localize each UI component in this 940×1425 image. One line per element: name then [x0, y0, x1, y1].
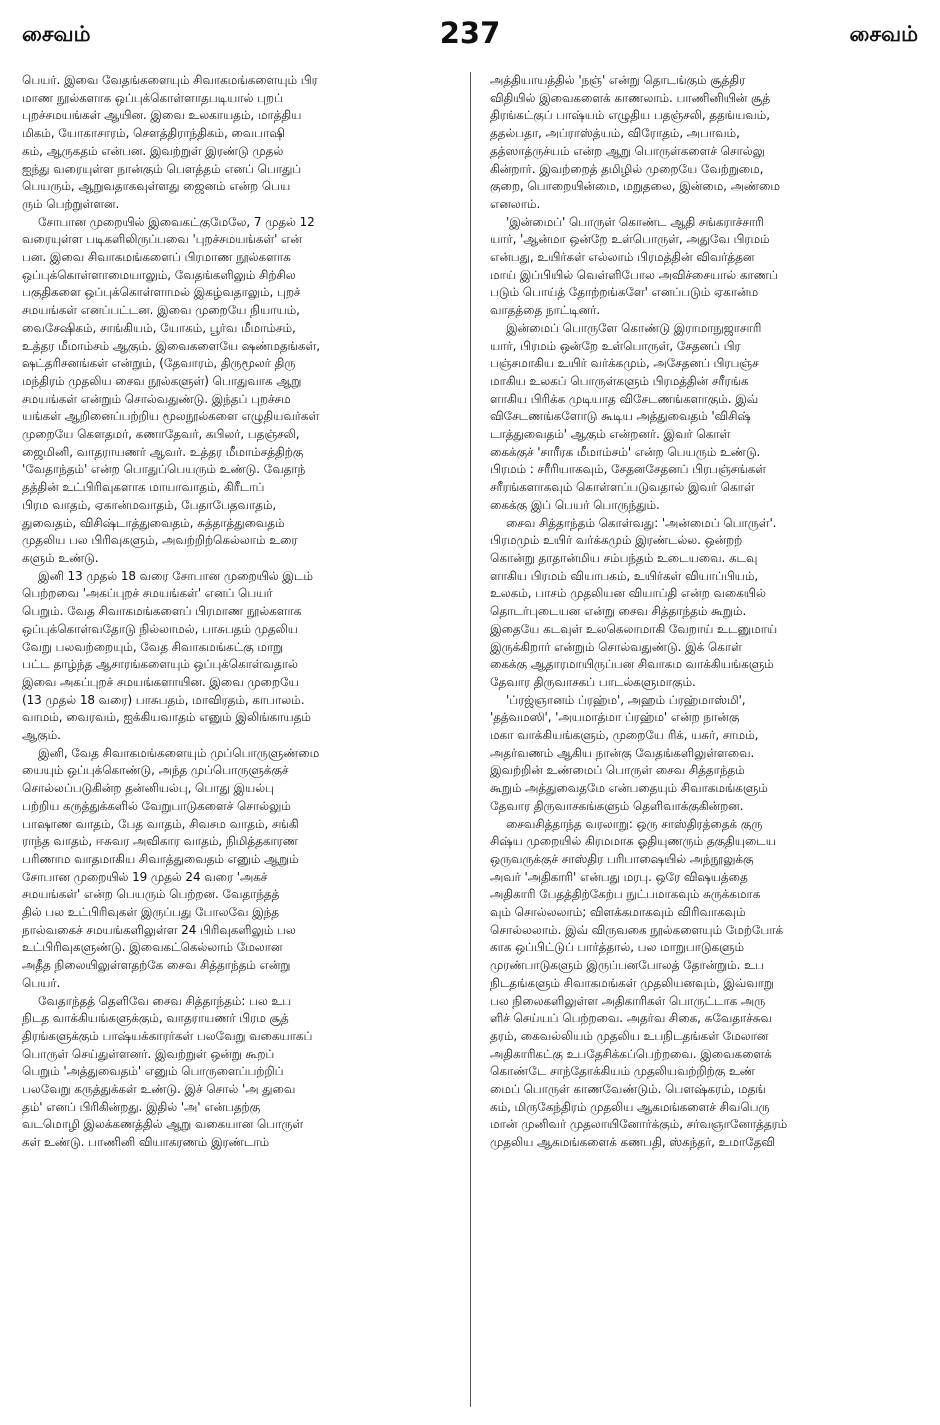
text-line: சொல்லலாம். இவ் விருவகை நூல்களையும் மேற்போக்	[490, 922, 784, 937]
text-line: கைக்கு ஆதாரமாயிருப்பன சிவாகம வாக்கியங்களும்	[490, 657, 774, 672]
text-line: 'வேதாந்தம்' என்ற பொதுப்பெயரும் உண்டு. வேதாந்	[22, 462, 306, 477]
text-line: வைசேஷிகம், சாங்கியம், யோகம், பூர்வ மீமாம்சம்,	[22, 320, 296, 335]
text-line: இவை அகப்புறச் சமயங்களாயின. இவை முறையே	[22, 674, 299, 689]
text-line: திரங்களுக்கும் பாஷ்யக்காரர்கள் பலவேறு வகையாகப்	[22, 1028, 313, 1043]
running-head-left: சைவம்	[22, 22, 91, 46]
text-line: தேவார திருவாசகங்களும் தெளிவாக்குகின்றன.	[490, 798, 744, 813]
text-line: ஒப்புக்கொள்ளாமையாலும், வேதங்களிலும் சிற்சில	[22, 267, 296, 282]
text-line: சொல்லப்படுகின்ற தன்னியல்பு, பொது இயல்பு	[22, 781, 274, 796]
text-line: டாத்துவைதம்' ஆகும் என்றனர். இவர் கொள்	[490, 427, 731, 442]
text-line: துவைதம், விசிஷ்டாத்துவைதம், சுத்தாத்துவைதம்	[22, 515, 285, 530]
text-line: (13 முதல் 18 வரை) பாசுபதம், மாவிரதம், காபாலம்.	[22, 692, 305, 707]
text-line: பெயர். இவை வேதங்களையும் சிவாகமங்களையும் பிர	[22, 73, 318, 87]
text-line: முரண்பாடுகளும் இருப்பனபோலத் தோன்றும். உப	[490, 958, 764, 973]
text-line: வேதாந்தத் தெளிவே சைவ சித்தாந்தம்: பல உப	[38, 993, 292, 1008]
text-line: மகா வாக்கியங்களும், முறையே ரிக், யசுர், சாமம்,	[490, 728, 759, 743]
text-line: திரங்கட்குப் பாஷ்யம் எழுதிய பதஞ்சலி, ததங்யவம்,	[490, 108, 770, 123]
text-line: யார், 'ஆன்மா ஒன்றே உள்பொருள், அதுவே பிரமம்	[490, 232, 770, 247]
text-line: ஐந்து வரையுள்ள நான்கும் பௌத்தம் எனப் பொதுப்	[22, 161, 302, 176]
text-line: மான் முனிவர் முதலாயினோர்க்கும், சர்வஞானோத்தரம்	[490, 1117, 788, 1132]
text-line: முதலிய ஆகமங்களைக் கணபதி, ஸ்கந்தர், உமாதேவி	[490, 1135, 775, 1150]
text-line: தொடர்புடையன என்று சைவ சித்தாந்தம் கூறும்.	[490, 604, 747, 619]
text-line: கின்றார். இவற்றைத் தமிழில் முறையே வேற்றுமை,	[490, 161, 764, 176]
text-line: வடமொழி இலக்கணத்தில் ஆறு வகையான பொருள்	[22, 1117, 304, 1132]
text-line: வரையுள்ள படிகளிலிருப்பவை 'புறச்சமயங்கள்' என்	[22, 232, 302, 247]
text-line: மாண நூல்களாக ஒப்புக்கொள்ளாதபடியால் புறப்	[22, 90, 283, 105]
text-line: இதையே கடவுள் உலகெலாமாகி வேறாய் உடனுமாய்	[490, 621, 778, 636]
text-line: கம், ஆருகதம் என்பன. இவற்றுள் இரண்டு முதல்	[22, 143, 284, 158]
text-line: தத்தின் உட்பிரிவுகளாக மாயாவாதம், கிரீடாப்	[22, 480, 265, 495]
text-line: உட்பிரிவுகளுண்டு. இவைகட்கெல்லாம் மேலான	[22, 940, 283, 955]
text-line: 'இன்மைப்' பொருள் கொண்ட ஆதி சங்கராச்சாரி	[506, 214, 764, 229]
text-line: ளாகிய பிரிக்க முடியாத விசேடணங்களாகும். இவ்	[490, 391, 759, 406]
column-divider	[470, 72, 471, 1407]
text-line: பிரமமும் உயிர் வர்க்கமும் இரண்டல்ல. ஒன்றற்	[490, 533, 743, 548]
text-line: மிகம், யோகாசாரம், சௌத்திராந்திகம், வைபாஷி	[22, 126, 285, 141]
text-line: மாகிய உலகப் பொருள்களும் பிரமத்தின் சரீரங்க	[490, 373, 749, 388]
text-line: ளாகிய பிரமம் வியாபகம், உயிர்கள் வியாப்பியம்,	[490, 568, 759, 583]
text-line: யங்கள் ஆறினைப்பற்றிய மூலநூல்களை எழுதியவர்கள்	[22, 409, 320, 424]
text-line: அதிகாரிகட்கு உபதேசிக்கப்பெற்றவை. இவைகளைக்	[490, 1046, 772, 1061]
text-line: இன்மைப் பொருளே கொண்டு இராமாநுஜாசாரி	[506, 320, 762, 335]
text-line: ஒருவருக்குச் சாஸ்திர பரிபாஷையில் அந்நூலுக்கு	[490, 851, 754, 866]
text-line: கொன்று தாதான்மிய சம்பந்தம் உடையவை. கடவு	[490, 550, 758, 565]
page-header	[22, 16, 918, 50]
text-line: அதிகாரி பேதத்திற்கேற்ப நுட்பமாகவும் சுருக்கமாக	[490, 887, 761, 902]
text-line: கைக்கு இப் பெயர் பொருந்தும்.	[490, 497, 660, 512]
text-line: பாஷாண வாதம், பேத வாதம், சிவசம வாதம், சங்கி	[22, 816, 299, 831]
text-line: கள் உண்டு. பாணினி வியாகரணம் இரண்டாம்	[22, 1135, 270, 1150]
text-line: அதீத நிலையிலுள்ளதற்கே சைவ சித்தாந்தம் என்று	[22, 958, 291, 973]
text-line: பட்ட தாழ்ந்த ஆசாரங்களையும் ஒப்புக்கொள்வதால்	[22, 657, 298, 672]
text-line: கொண்டே சாந்தோக்கியம் முதலியவற்றிற்கு உண்	[490, 1064, 755, 1079]
text-line: என்பது, உயிர்கள் எல்லாம் பிரமத்தின் விவர்த்தன	[490, 250, 755, 265]
text-line: ளிச் செய்யப் பெற்றவை. அதர்வ சிகை, சுவேதாச்சுவ	[490, 1011, 772, 1026]
text-line: ததல்பதா, அப்ராஸ்த்யம், விரோதம், அபாவம்,	[490, 126, 740, 141]
text-line: விசேடணங்களோடு கூடிய அத்துவைதம் 'விசிஷ்	[490, 409, 751, 424]
text-line: அதர்வணம் ஆகிய நான்கு வேதங்களிலுள்ளவை.	[490, 745, 755, 760]
text-line: பெற்றவை 'அகப்புறச் சமயங்கள்' எனப் பெயர்	[22, 586, 273, 601]
text-line: ஜைமினி, வாதராயணர் ஆவர். உத்தர மீமாம்சத்திற்கு	[22, 444, 304, 459]
text-line: கூறும் அத்துவைதமே என்பதையும் சிவாகமங்களும்	[490, 781, 768, 796]
text-line: பெயரும், ஆறுவதாகவுள்ளது ஜைனம் என்ற பெய	[22, 179, 291, 194]
text-line: யையும் ஒப்புக்கொண்டு, அந்த முப்பொருளுக்குச்	[22, 763, 289, 778]
text-line: பலவேறு கருத்துக்கள் உண்டு. இச் சொல் 'அ துவை	[22, 1082, 296, 1097]
text-line: தம்' எனப் பிரிகின்றது. இதில் 'அ' என்பதற்கு	[22, 1099, 261, 1114]
text-line: 'ப்ரஜ்ஞானம் ப்ரஹ்ம', அஹம் ப்ரஹ்மாஸ்மி',	[506, 692, 746, 707]
text-line: புறச்சமயங்கள் ஆயின. இவை உலகாயதம், மாத்திய	[22, 108, 302, 123]
text-line: பன. இவை சிவாகமங்களைப் பிரமாண நூல்களாக	[22, 250, 291, 265]
text-line: உத்தர மீமாம்சம் ஆகும். இவைகளையே ஷண்மதங்கள்,	[22, 338, 320, 353]
text-line: சமயங்கள் என்றும் சொல்வதுண்டு. இந்தப் புறச்சம	[22, 391, 291, 406]
text-line: சமயங்கள் எனப்பட்டன. இவை முறையே நியாயம்,	[22, 303, 300, 318]
text-line: வாமம், வைரவம், ஐக்கியவாதம் எனும் இலிங்காயதம்	[22, 710, 311, 725]
text-line: சமயங்கள்' என்ற பெயரும் பெற்றன. வேதாந்தத்	[22, 887, 280, 902]
text-line: குறை, பொறையின்மை, மறுதலை, இன்மை, அண்மை	[490, 179, 780, 194]
text-line: பகுதிகளை ஒப்புக்கொள்ளாமல் இகழ்வதாலும், புறச்	[22, 285, 301, 300]
text-line: வும் சொல்லலாம்; விளக்கமாகவும் விரிவாகவும்	[490, 905, 746, 920]
left-text-column	[22, 72, 456, 1412]
text-line: மைப் பொருள் காணவேண்டும். பௌஷ்கரம், மதங்	[490, 1082, 766, 1097]
text-line: நிடத வாக்கியங்களுக்கும், வாதராயணர் பிரம சூத்	[22, 1011, 289, 1026]
text-line: தேவார திருவாசகப் பாடல்களுமாகும்.	[490, 674, 696, 689]
text-line: 'தத்வமஸி', 'அயமாத்மா ப்ரஹ்ம' என்ற நான்கு	[490, 710, 740, 725]
text-line: பெயர்.	[22, 975, 61, 990]
text-line: சரீரங்களாகவும் கொள்ளப்படுவதால் இவர் கொள்	[490, 480, 755, 495]
text-line: சைவசித்தாந்த வரலாறு: ஒரு சாஸ்திரத்தைக் குரு	[506, 816, 763, 831]
text-line: அவர் 'அதிகாரி' என்பது மரபு. ஒரே விஷயத்தை	[490, 869, 748, 884]
text-line: ஒப்புக்கொள்வதோடு நில்லாமல், பாசுபதம் முதலிய	[22, 621, 298, 636]
right-text-column	[490, 72, 924, 1412]
text-line: பெறும் 'அத்துவைதம்' எனும் பொருளைப்பற்றிப்	[22, 1064, 284, 1079]
text-line: பிரமம் : சரீரியாகவும், சேதனசேதனப் பிரபஞ்சங்கள்	[490, 462, 767, 477]
text-line: இவற்றின் உண்மைப் பொருள் சைவ சித்தாந்தம்	[490, 763, 745, 778]
text-line: படும் பொய்த் தோற்றங்களே' எனப்படும் ஏகான்ம	[490, 285, 759, 300]
text-line: ராந்த வாதம், ஈசுவர அவிகார வாதம், நிமித்தகாரண	[22, 834, 298, 849]
text-line: வாதத்தை நாட்டினர்.	[490, 303, 601, 318]
text-line: மந்திரம் முதலிய சைவ நூல்களுள்) பொதுவாக ஆறு	[22, 373, 302, 388]
page-number: 237	[439, 16, 501, 50]
running-head-right: சைவம்	[849, 22, 918, 46]
text-line: வேறு பலவற்றையும், வேத சிவாகமங்கட்கு மாறு	[22, 639, 284, 654]
text-line: ஆகும்.	[22, 728, 61, 743]
text-line: சைவ சித்தாந்தம் கொள்வது: 'அன்மைப் பொருள்'.	[506, 515, 777, 530]
text-line: பரிணாம வாதமாகிய சிவாத்துவைதம் எனும் ஆறும்	[22, 851, 299, 866]
text-line: இனி 13 முதல் 18 வரை சோபான முறையில் இடம்	[38, 568, 313, 583]
text-line: விதியில் இவைகளைக் காணலாம். பாணினியின் சூத்	[490, 90, 771, 105]
text-line: பொருள் செய்துள்ளனர். இவற்றுள் ஒன்று கூறப்	[22, 1046, 275, 1061]
text-line: மாய் இப்பியில் வெள்ளிபோல அவிச்சையால் காணப்	[490, 267, 778, 282]
text-line: சோபான முறையில் இவைகட்குமேலே, 7 முதல் 12	[38, 214, 315, 229]
text-line: நிடதங்களும் சிவாகமங்கள் முதலியனவும், இவ்வாறு	[490, 975, 774, 990]
text-line: நால்வகைச் சமயங்களிலுள்ள 24 பிரிவுகளிலும் பல	[22, 922, 296, 937]
text-line: அத்தியாயத்தில் 'நஞ்' என்று தொடங்கும் சூத்திர	[490, 73, 746, 87]
text-line: உலகம், பாசம் முதலியன வியாப்தி என்ற வகையில்	[490, 586, 766, 601]
text-line: ஷட்தரிசனங்கள் என்றும், (தேவாரம், திருமூலர் திரு	[22, 356, 296, 371]
text-line: காக ஒப்பிட்டுப் பார்த்தால், பல மாறுபாடுகளும்	[490, 940, 745, 955]
text-line: தில் பல உட்பிரிவுகள் இருப்பது போலவே இந்த	[22, 905, 279, 920]
text-line: இருக்கிறார் என்றும் சொல்வதுண்டு. இக் கொள்	[490, 639, 742, 654]
text-line: தத்ஸாத்ருச்யம் என்ற ஆறு பொருள்களைச் சொல்லு	[490, 143, 765, 158]
text-line: முதலிய பல பிரிவுகளும், அவற்றிற்கெல்லாம் உரை	[22, 533, 298, 548]
text-line: இனி, வேத சிவாகமங்களையும் முப்பொருளுண்மை	[38, 745, 320, 760]
text-line: பிரம வாதம், ஏகான்மவாதம், பேதாபேதவாதம்,	[22, 497, 277, 512]
text-line: முறையே கௌதமர், கணாதேவர், கபிலர், பதஞ்சலி,	[22, 427, 300, 442]
text-line: எனலாம்.	[490, 196, 541, 211]
text-line: தரம், கைவல்லியம் முதலிய உபநிடதங்கள் மேலான	[490, 1028, 769, 1043]
text-line: களும் உண்டு.	[22, 550, 99, 565]
text-line: சிஷ்ய முறையில் கிரமமாக ஓதியுணரும் தகுதியுடைய	[490, 834, 776, 849]
text-line: பெறும். வேத சிவாகமங்களைப் பிரமாண நூல்களாக	[22, 604, 302, 619]
text-line: யார், பிரமம் ஒன்றே உள்பொருள், சேதனப் பிர	[490, 338, 741, 353]
text-line: சோபான முறையில் 19 முதல் 24 வரை 'அகச்	[22, 869, 268, 884]
text-line: பற்றிய கருத்துக்களில் வேறுபாடுகளைச் சொல்லும்	[22, 798, 291, 813]
text-line: கைக்குச் 'சாரீரக மீமாம்சம்' என்ற பெயரும் உண்டு.	[490, 444, 761, 459]
text-line: ரும் பெற்றுள்ளன.	[22, 196, 120, 211]
text-line: பஞ்சமாகிய உயிர் வர்க்கமும், அசேதனப் பிரபஞ்ச	[490, 356, 759, 371]
text-line: கம், மிருகேந்திரம் முதலிய ஆகமங்களைச் சிவபெரு	[490, 1099, 770, 1114]
text-line: பல நிலைகளிலுள்ள அதிகாரிகள் பொருட்டாக அரு	[490, 993, 766, 1008]
